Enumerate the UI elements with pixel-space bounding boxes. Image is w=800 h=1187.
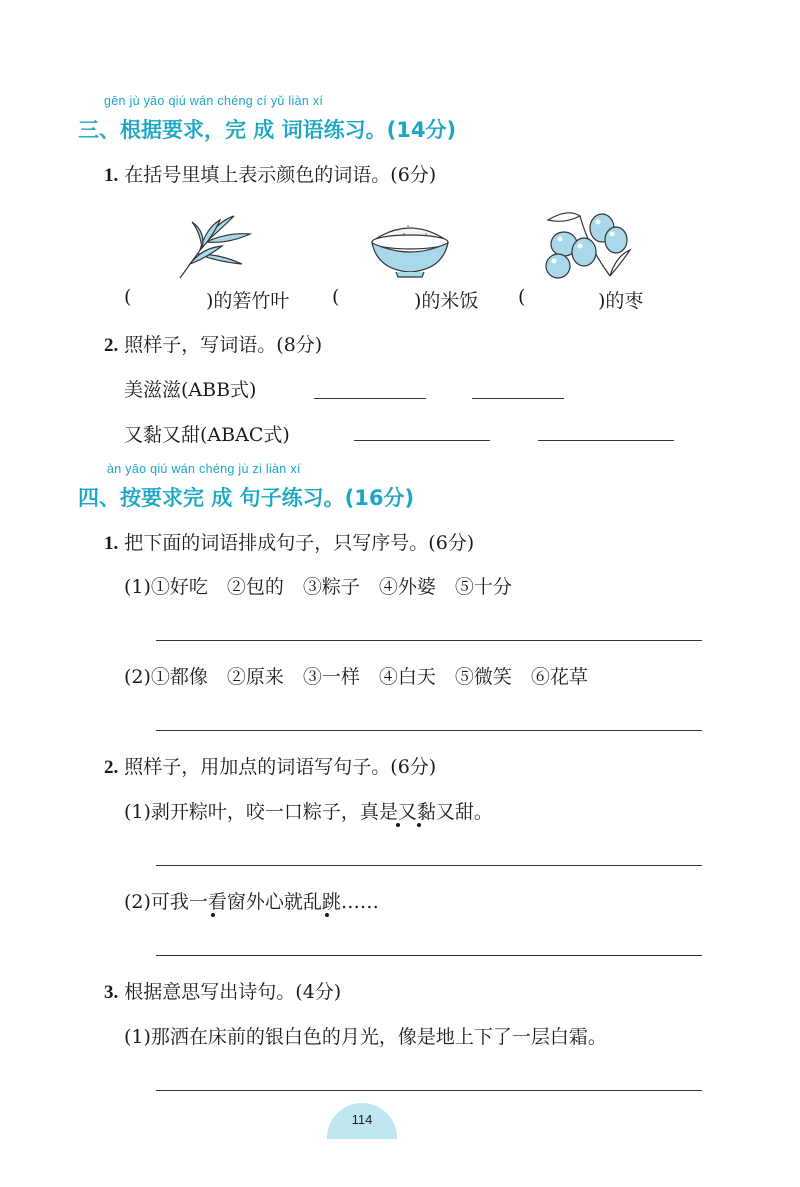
abb-answer-line-2[interactable]	[472, 398, 564, 399]
s4-q2-item2: (2)可我一看窗外心就乱跳……	[124, 891, 379, 913]
s4-q2-prompt	[104, 752, 436, 779]
abb-example: 美滋滋(ABB式)	[124, 379, 257, 401]
emphasis-dot	[417, 823, 421, 827]
s3-q1-text: 在括号里填上表示颜色的词语。(6分)	[124, 164, 437, 186]
s4-q1-item2: (2)①都像 ②原来 ③一样 ④白天 ⑤微笑 ⑥花草	[124, 666, 588, 688]
rice-bowl-icon	[368, 212, 452, 278]
s4-q1-answer-line-2[interactable]	[156, 730, 702, 731]
s3-q1-number: 1.	[104, 165, 119, 186]
blank-jujube-label: )的枣	[598, 290, 644, 312]
s4-q1-answer-line-1[interactable]	[156, 640, 702, 641]
s4-q3-item1: (1)那洒在床前的银白色的月光，像是地上下了一层白霜。	[124, 1026, 607, 1048]
section3-pinyin: gēn jù yāo qiú wán chéng cí yǔ liàn xí	[104, 94, 324, 108]
s3-q2-prompt	[104, 330, 322, 357]
s4-q1-number: 1.	[104, 533, 119, 554]
s4-q1-item1: (1)①好吃 ②包的 ③粽子 ④外婆 ⑤十分	[124, 576, 512, 598]
page-number-tab	[327, 1103, 397, 1139]
abb-answer-line-1[interactable]	[314, 398, 426, 399]
s3-q1-prompt	[104, 160, 436, 187]
emphasis-dot	[396, 823, 400, 827]
s4-q2-answer-line-2[interactable]	[156, 955, 702, 956]
s4-q3-prompt	[104, 977, 341, 1004]
s4-q3-answer-line-1[interactable]	[156, 1090, 702, 1091]
section4-pinyin: àn yāo qiú wán chéng jù zi liàn xí	[107, 462, 301, 476]
blank-rice-open: (	[332, 286, 340, 308]
s3-q2-number: 2.	[104, 335, 119, 356]
emphasis-dot	[325, 913, 329, 917]
abac-answer-line-2[interactable]	[538, 440, 674, 441]
blank-bamboo-label: )的箬竹叶	[206, 290, 290, 312]
s3-q2-text: 照样子，写词语。(8分)	[124, 334, 323, 356]
blank-rice-label: )的米饭	[414, 290, 479, 312]
blank-jujube-open: (	[518, 286, 526, 308]
s4-q1-prompt	[104, 528, 474, 555]
blank-bamboo-open: (	[124, 286, 132, 308]
abac-answer-line-1[interactable]	[354, 440, 490, 441]
s4-q2-answer-line-1[interactable]	[156, 865, 702, 866]
s4-q2-item1: (1)剥开粽叶，咬一口粽子，真是又黏又甜。	[124, 801, 493, 823]
s4-q3-number: 3.	[104, 982, 119, 1003]
jujube-icon	[540, 206, 632, 282]
bamboo-leaves-icon	[176, 212, 256, 280]
emphasis-dot	[211, 913, 215, 917]
s4-q1-text: 把下面的词语排成句子，只写序号。(6分)	[124, 532, 475, 554]
s4-q2-number: 2.	[104, 757, 119, 778]
s4-q3-text: 根据意思写出诗句。(4分)	[124, 981, 342, 1003]
section3-title: 三、根据要求，完 成 词语练习。(14分)	[78, 118, 457, 142]
s4-q2-text: 照样子，用加点的词语写句子。(6分)	[124, 756, 437, 778]
page-number: 114	[351, 1112, 373, 1127]
abac-example: 又黏又甜(ABAC式)	[124, 424, 290, 446]
section4-title: 四、按要求完 成 句子练习。(16分)	[78, 486, 415, 510]
